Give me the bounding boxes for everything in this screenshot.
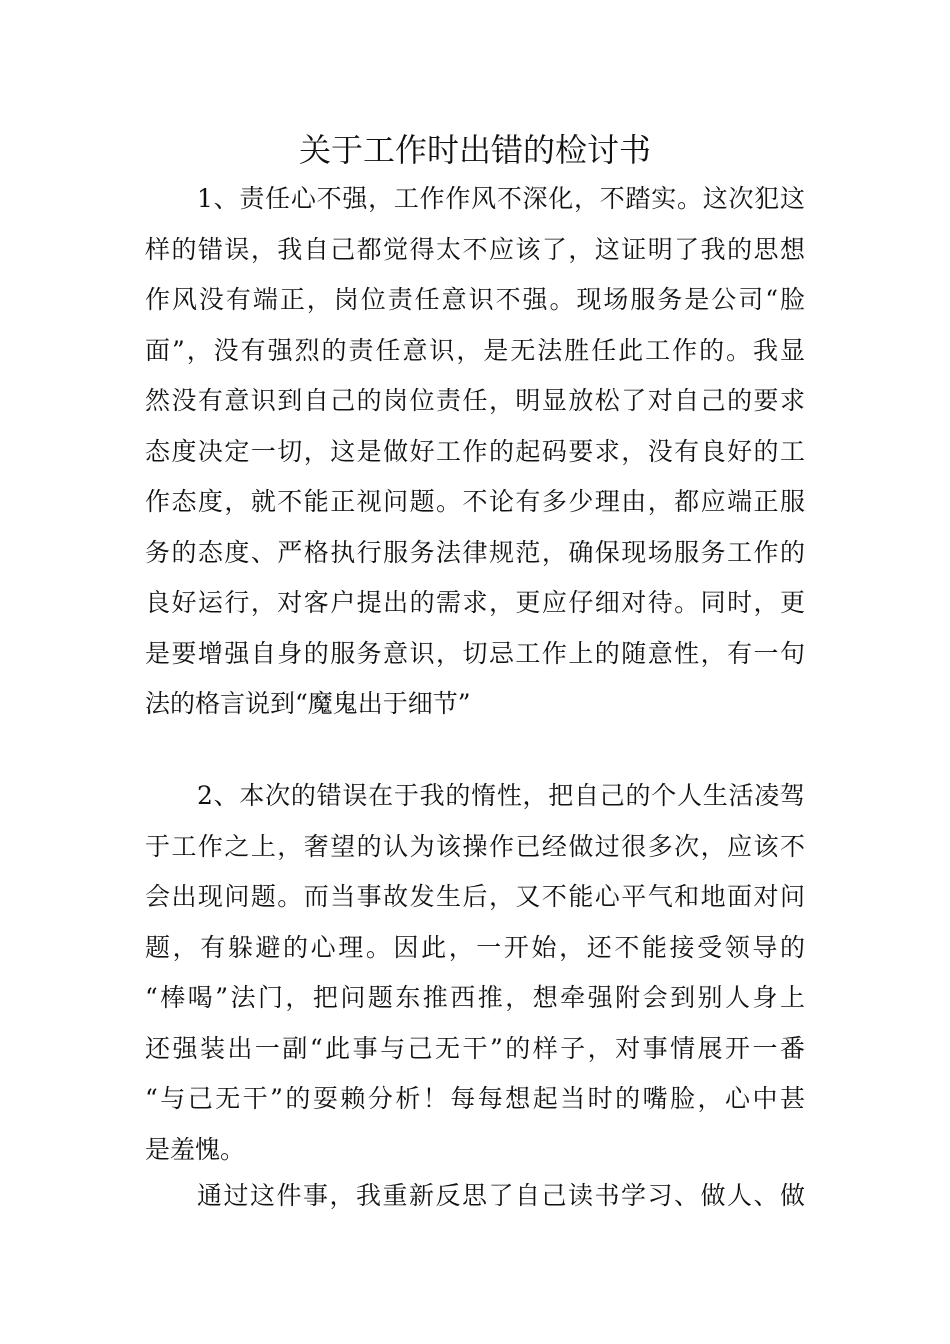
paragraph-line: 题，有躲避的心理。因此，一开始，还不能接受领导的 <box>145 932 805 962</box>
paragraph-1 <box>145 174 805 730</box>
paragraph-line: 还强装出一副“此事与己无干”的样子，对事情展开一番 <box>145 1033 805 1063</box>
paragraph-line: 是要增强自身的服务意识，切忌工作上的随意性，有一句 <box>145 638 805 668</box>
paragraph-line: 通过这件事，我重新反思了自己读书学习、做人、做 <box>197 1181 805 1210</box>
paragraph-line: “与己无干”的耍赖分析！每每想起当时的嘴脸，心中甚 <box>145 1084 805 1113</box>
paragraph-line: 良好运行，对客户提出的需求，更应仔细对待。同时，更 <box>145 588 805 617</box>
paragraph-line: 会出现问题。而当事故发生后，又不能心平气和地面对问 <box>145 882 805 911</box>
paragraph-3 <box>145 1171 805 1222</box>
paragraph-line: 面”，没有强烈的责任意识，是无法胜任此工作的。我显 <box>145 335 805 365</box>
document-title: 关于工作时出错的检讨书 <box>298 131 651 169</box>
paragraph-line: 态度决定一切，这是做好工作的起码要求，没有良好的工 <box>145 436 805 466</box>
paragraph-line: 然没有意识到自己的岗位责任，明显放松了对自己的要求 <box>145 386 805 415</box>
paragraph-line: 1、责任心不强，工作作风不深化，不踏实。这次犯这 <box>197 184 805 213</box>
paragraph-line: 作风没有端正，岗位责任意识不强。现场服务是公司“脸 <box>145 285 805 314</box>
paragraph-line: 样的错误，我自己都觉得太不应该了，这证明了我的思想 <box>145 234 805 264</box>
paragraph-line: 务的态度、严格执行服务法律规范，确保现场服务工作的 <box>145 537 805 567</box>
paragraph-line: 法的格言说到“魔鬼出于细节” <box>145 689 471 718</box>
paragraph-2 <box>145 771 805 1175</box>
paragraph-line: 于工作之上，奢望的认为该操作已经做过很多次，应该不 <box>145 831 805 861</box>
paragraph-line: 2、本次的错误在于我的惰性，把自己的个人生活凌驾 <box>197 781 805 810</box>
paragraph-line: 作态度，就不能正视问题。不论有多少理由，都应端正服 <box>145 487 805 516</box>
paragraph-line: 是羞愧。 <box>145 1134 246 1164</box>
paragraph-line: “棒喝”法门，把问题东推西推，想牵强附会到别人身上 <box>145 983 805 1012</box>
